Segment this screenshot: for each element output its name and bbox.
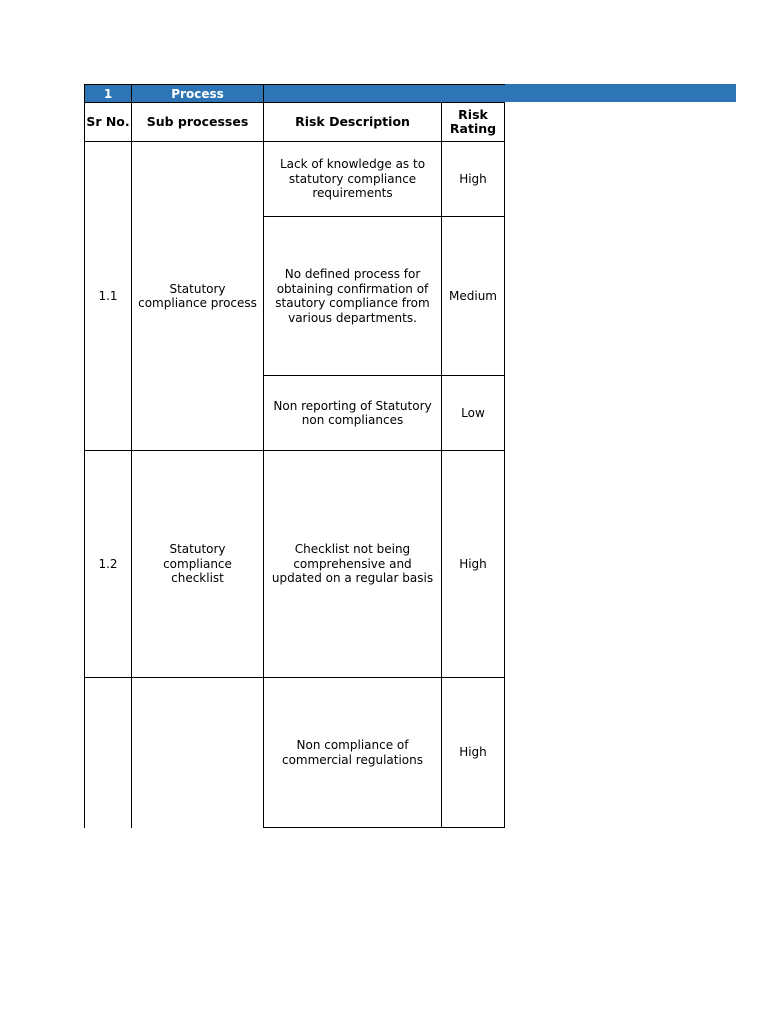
section-spacer-cell — [263, 84, 505, 103]
risk-rating-cell: High — [441, 141, 505, 217]
sub-process-cell: Statutory compliance process — [131, 141, 264, 451]
column-header-sub-processes: Sub processes — [131, 102, 264, 142]
risk-description-cell: Non reporting of Statutory non compliances — [263, 375, 442, 451]
sub-process-cell: Statutory compliance checklist — [131, 450, 264, 678]
column-header-sr-no: Sr No. — [84, 102, 132, 142]
risk-description-cell: No defined process for obtaining confirmation of stautory compliance from various departments. — [263, 216, 442, 376]
risk-rating-cell: Low — [441, 375, 505, 451]
sr-no-cell: 1.2 — [84, 450, 132, 678]
column-header-risk-rating: Risk Rating — [441, 102, 505, 142]
risk-rating-cell: High — [441, 450, 505, 678]
risk-description-cell: Lack of knowledge as to statutory compliance requirements — [263, 141, 442, 217]
section-number: 1 — [103, 86, 113, 101]
sr-no-cell — [84, 677, 132, 828]
section-title-cell — [131, 84, 264, 103]
column-header-risk-description: Risk Description — [263, 102, 442, 142]
risk-description-cell: Checklist not being comprehensive and updated on a regular basis — [263, 450, 442, 678]
risk-rating-cell: Medium — [441, 216, 505, 376]
sr-no-cell: 1.1 — [84, 141, 132, 451]
risk-description-cell: Non compliance of commercial regulations — [263, 677, 442, 828]
section-title: Process — [171, 86, 224, 101]
section-number-cell — [84, 84, 132, 103]
sub-process-cell — [131, 677, 264, 828]
risk-rating-cell: High — [441, 677, 505, 828]
